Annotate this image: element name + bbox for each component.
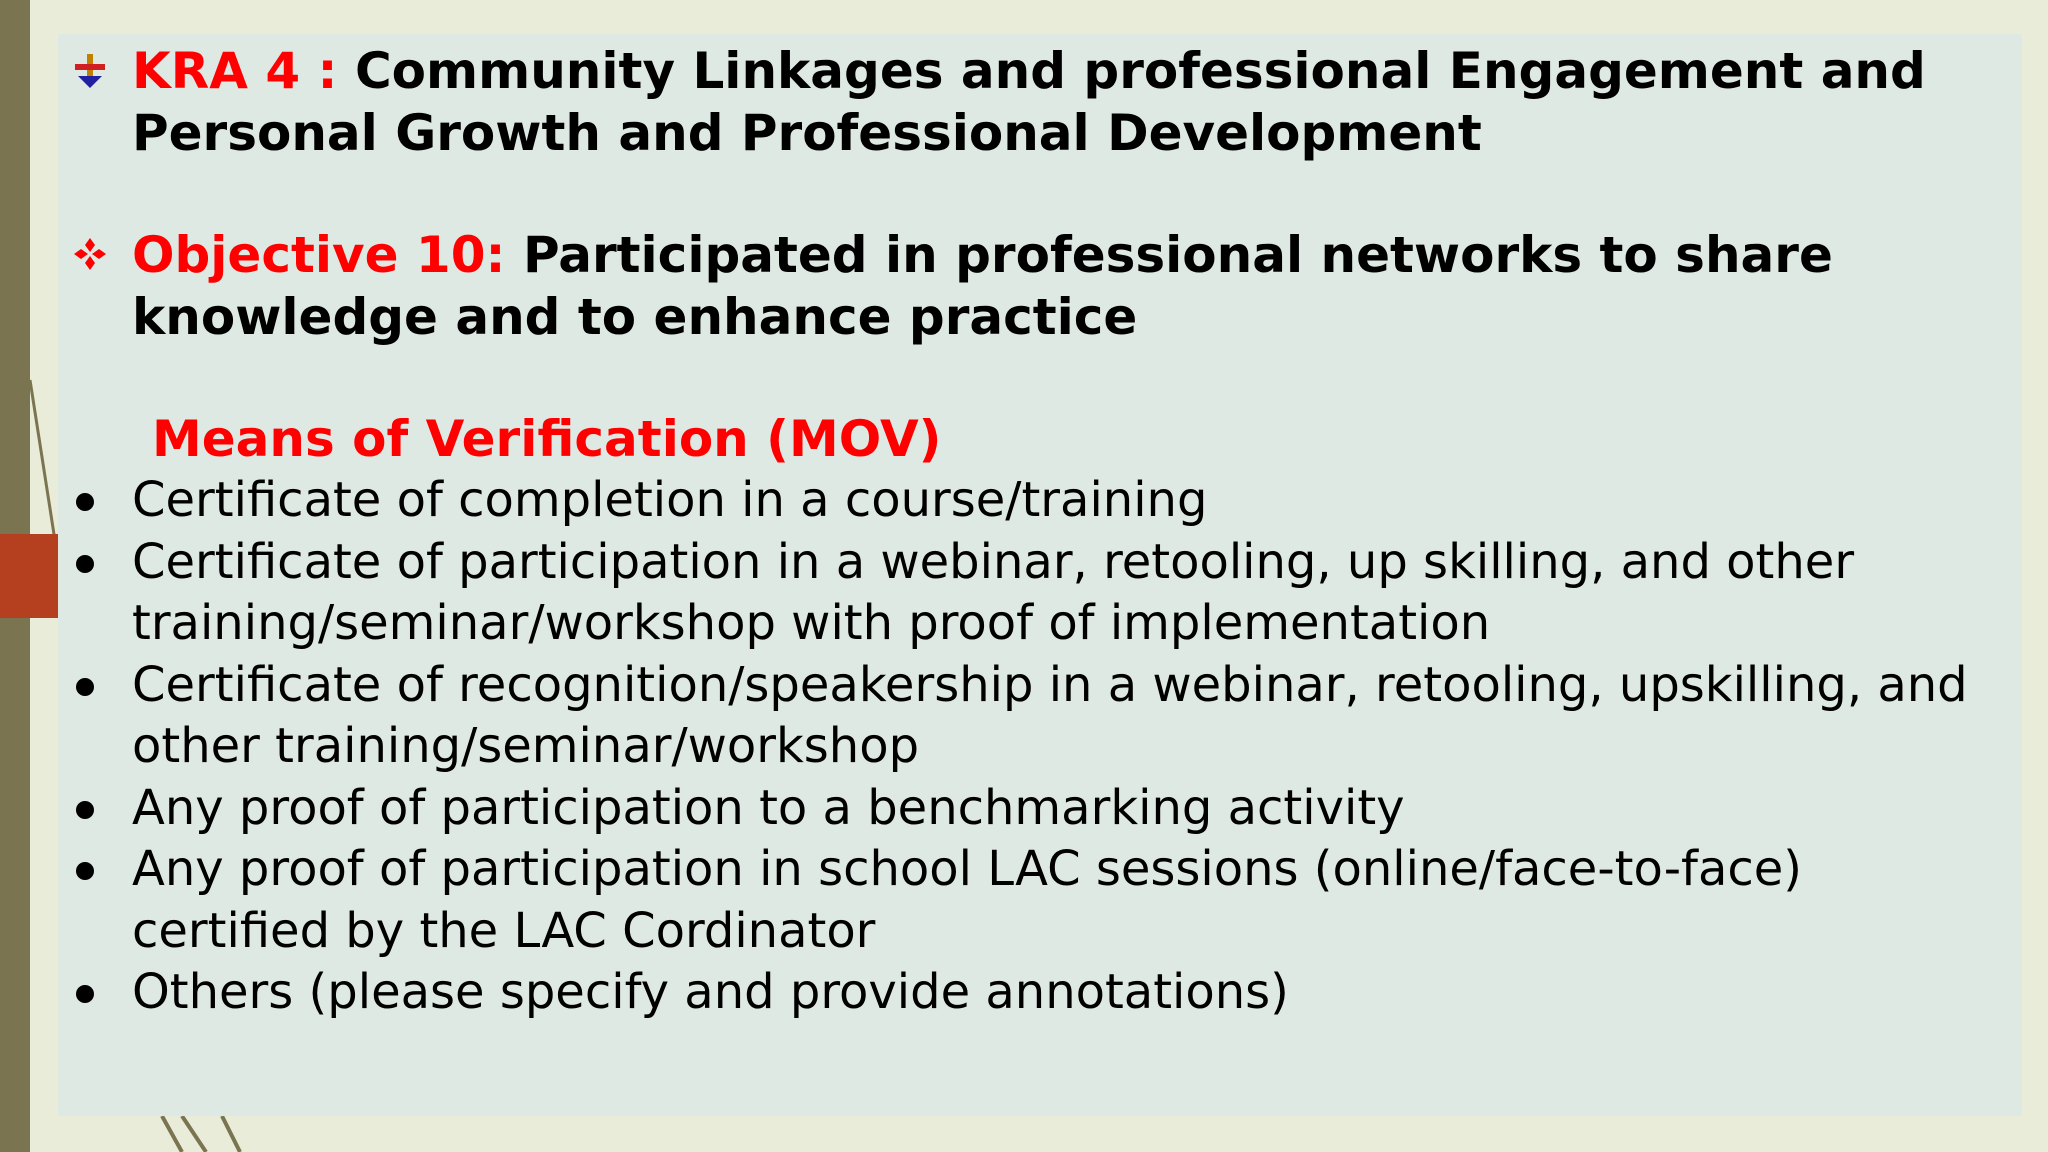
plus-arrow-icon [70, 50, 110, 90]
mov-item-text: Others (please specify and provide annotations) [132, 964, 1289, 1020]
mov-item [70, 470, 1990, 532]
kra-text: Community Linkages and professional Engagement and Personal Growth and Professional Development [132, 42, 1926, 162]
mov-item [70, 655, 1990, 778]
diamond-bullet-icon [70, 234, 110, 274]
mov-list [70, 470, 1990, 1024]
bullet-icon [76, 801, 94, 819]
bullet-icon [76, 985, 94, 1003]
mov-item [70, 962, 1990, 1024]
mov-item-text: Any proof of participation to a benchmarking activity [132, 779, 1405, 836]
objective-heading [70, 224, 1990, 348]
bullet-icon [76, 493, 94, 511]
mov-title: Means of Verification (MOV) [152, 410, 942, 468]
mov-item [70, 778, 1990, 840]
bullet-icon [76, 555, 94, 573]
mov-item-text: Certificate of recognition/speakership in a webinar, retooling, upskilling, and other training/seminar/workshop [132, 656, 1968, 774]
accent-block [0, 534, 58, 618]
slide-content [70, 40, 1990, 1024]
bullet-icon [76, 862, 94, 880]
bullet-icon [76, 678, 94, 696]
mov-item [70, 532, 1990, 655]
mov-item [70, 839, 1990, 962]
kra-heading [70, 40, 1990, 164]
mov-item-text: Any proof of participation in school LAC sessions (online/face-to-face) certified by the LAC Cordinator [132, 841, 1803, 959]
mov-item-text: Certificate of completion in a course/training [132, 472, 1208, 528]
objective-text: Participated in professional networks to share knowledge and to enhance practice [132, 226, 1833, 346]
kra-label: KRA 4 : [132, 42, 338, 100]
mov-item-text: Certificate of participation in a webinar, retooling, up skilling, and other training/seminar/workshop with proof of implementation [132, 533, 1855, 651]
objective-label: Objective 10: [132, 226, 506, 284]
